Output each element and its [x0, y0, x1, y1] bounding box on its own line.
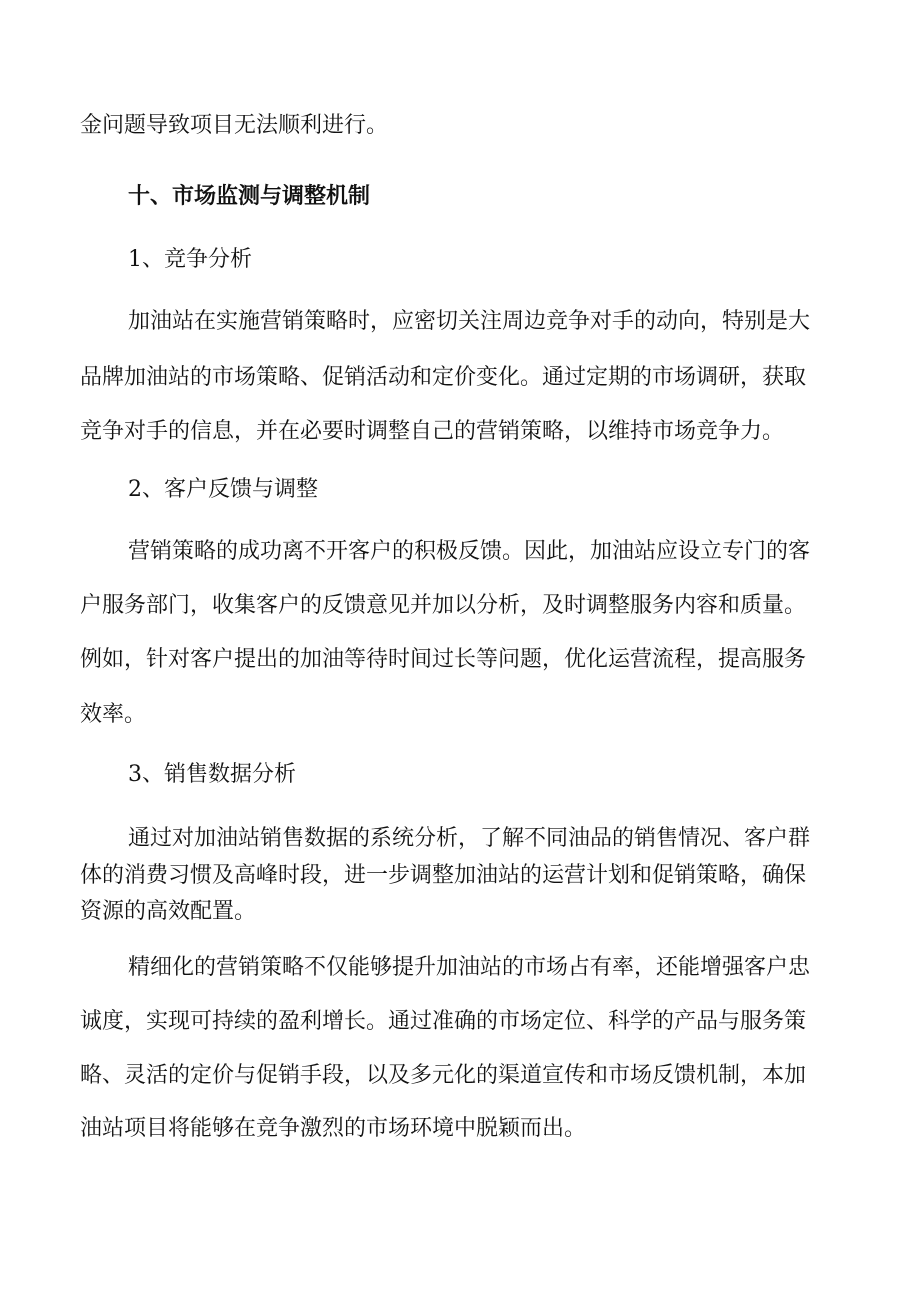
- paragraph-line: 油站项目将能够在竞争激烈的市场环境中脱颖而出。: [80, 1116, 587, 1141]
- paragraph-line: 加油站在实施营销策略时，应密切关注周边竞争对手的动向，特别是大: [128, 309, 811, 334]
- paragraph-line: 品牌加油站的市场策略、促销活动和定价变化。通过定期的市场调研，获取: [80, 365, 807, 390]
- paragraph-line: 通过对加油站销售数据的系统分析，了解不同油品的销售情况、客户群: [128, 826, 811, 851]
- subsection-heading-1: 1、竞争分析: [128, 247, 252, 272]
- continuation-text: 金问题导致项目无法顺利进行。: [80, 113, 389, 138]
- section-heading: 十、市场监测与调整机制: [128, 184, 371, 209]
- paragraph-line: 竞争对手的信息，并在必要时调整自己的营销策略，以维持市场竞争力。: [80, 419, 785, 444]
- subsection-heading-2: 2、客户反馈与调整: [128, 477, 318, 502]
- paragraph-line: 例如，针对客户提出的加油等待时间过长等问题，优化运营流程，提高服务: [80, 647, 807, 672]
- subsection-heading-3: 3、销售数据分析: [128, 762, 296, 787]
- paragraph-line: 资源的高效配置。: [80, 899, 257, 924]
- paragraph-line: 诚度，实现可持续的盈利增长。通过准确的市场定位、科学的产品与服务策: [80, 1009, 807, 1034]
- paragraph-line: 精细化的营销策略不仅能够提升加油站的市场占有率，还能增强客户忠: [128, 955, 811, 980]
- paragraph-line: 略、灵活的定价与促销手段，以及多元化的渠道宣传和市场反馈机制，本加: [80, 1063, 807, 1088]
- paragraph-line: 营销策略的成功离不开客户的积极反馈。因此，加油站应设立专门的客: [128, 539, 811, 564]
- paragraph-line: 效率。: [80, 702, 147, 727]
- paragraph-line: 户服务部门，收集客户的反馈意见并加以分析，及时调整服务内容和质量。: [80, 593, 807, 618]
- paragraph-line: 体的消费习惯及高峰时段，进一步调整加油站的运营计划和促销策略，确保: [80, 863, 807, 888]
